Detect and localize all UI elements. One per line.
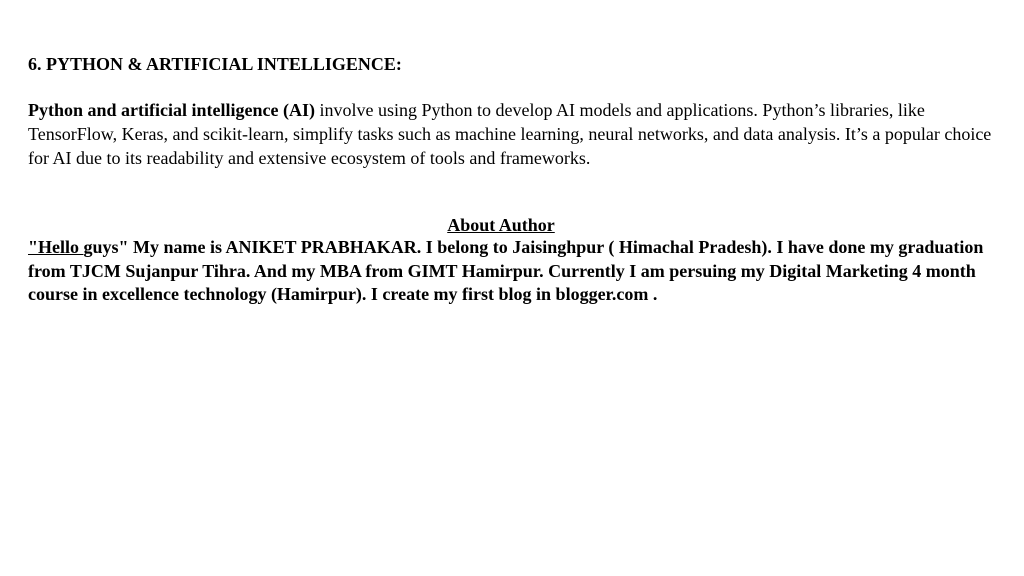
paragraph-body: involve using Python to develop AI models and applications. Python’s libraries, like TensorFlow, Keras, and scikit-learn, simplify tasks such as machine learning, neural networks, and data analysis. It’s a popular choice for AI due to its readability and extensive ecosystem of tools and frameworks. [28,100,992,168]
section-heading: 6. PYTHON & ARTIFICIAL INTELLIGENCE: [28,54,402,74]
section-paragraph [28,98,1003,170]
about-author-text [28,236,1003,307]
paragraph-lead: Python and artificial intelligence (AI) [28,100,315,120]
author-body: guys" My name is ANIKET PRABHAKAR. I belong to Jaisinghpur ( Himachal Pradesh). I have done my graduation from TJCM Sujanpur Tihra. And my MBA from GIMT Hamirpur. Currently I am persuing my Digital Marketing 4 month course in excellence technology (Hamirpur). I create my first blog in blogger.com . [28,237,984,304]
about-author-title: About Author [447,215,555,235]
author-greeting: "Hello [28,237,84,257]
